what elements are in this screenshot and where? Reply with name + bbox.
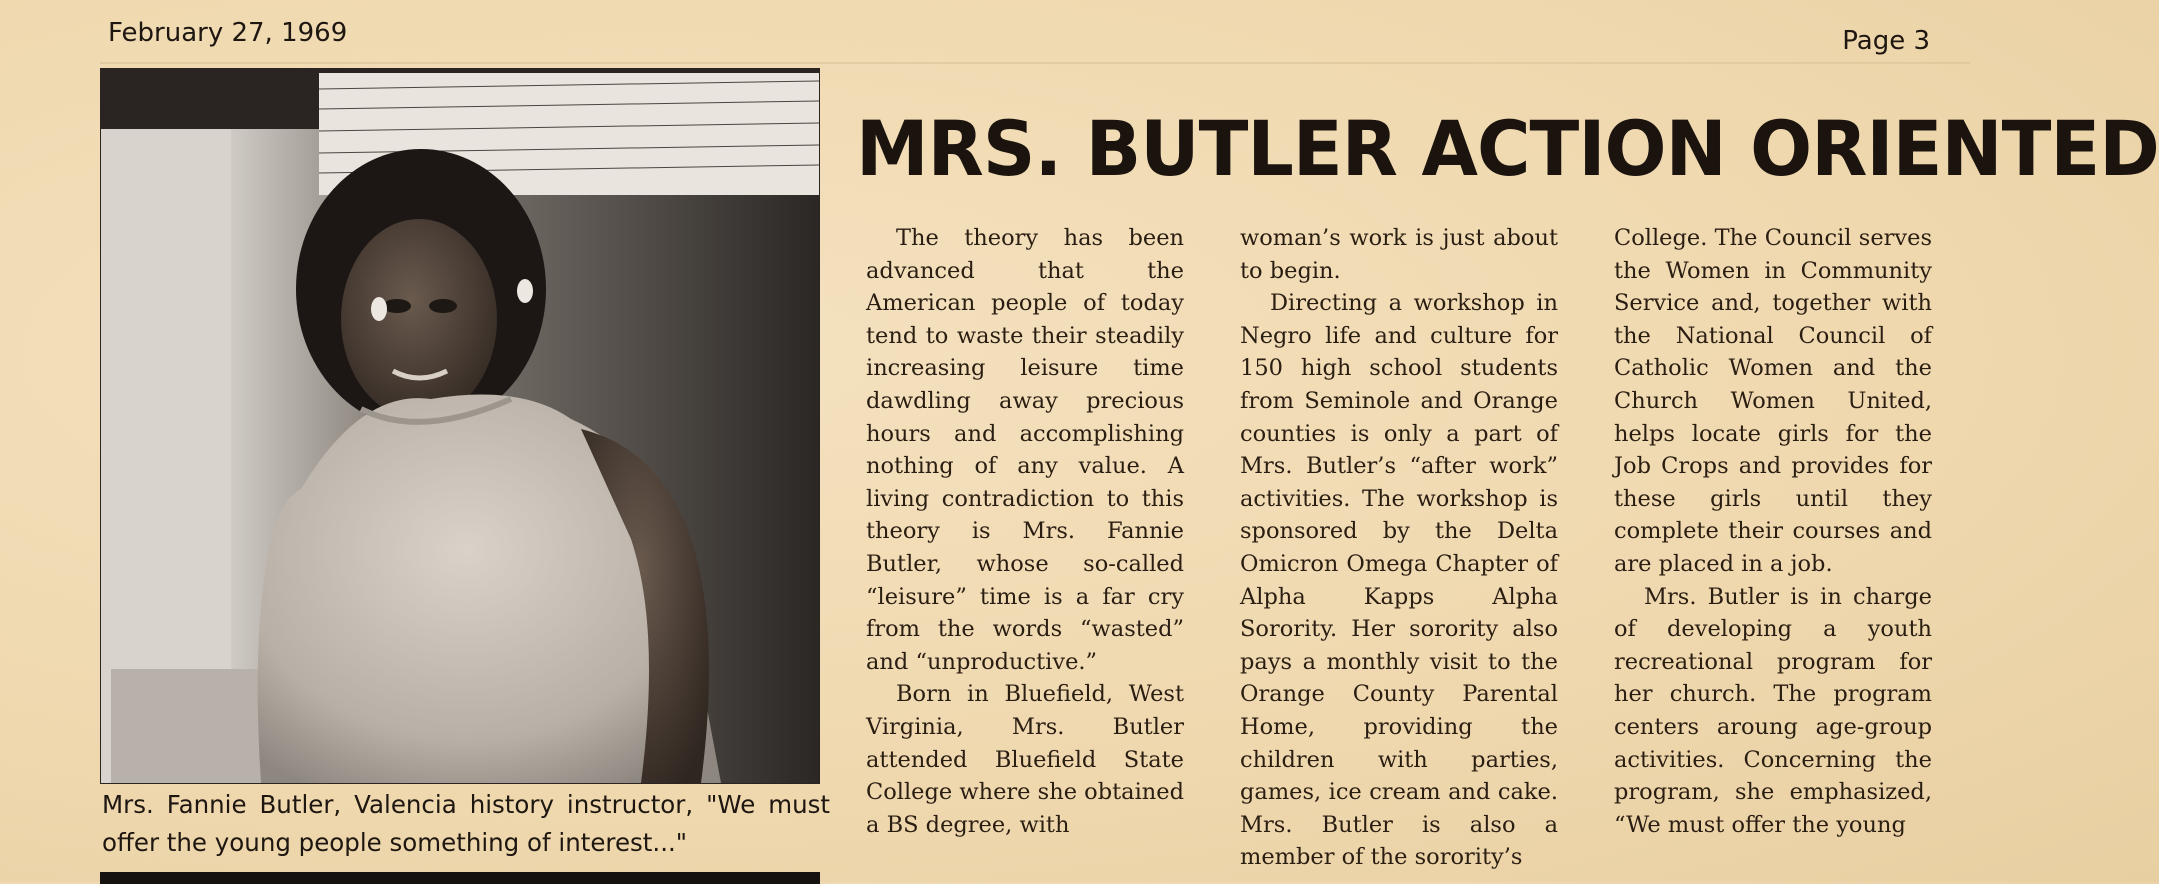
column-1-paragraph-2: Born in Bluefield, West Virginia, Mrs. Butler attended Bluefield State College where she obtained a BS degree, with [866, 681, 1184, 838]
column-2-paragraph-2: Directing a workshop in Negro life and culture for 150 high school students from Seminole and Orange counties is only a part of Mrs. Butler’s “after work” activities. The workshop is sponsored by the Delta Omicron Omega Chapter of Alpha Kapps Alpha Sorority. Her sorority also pays a monthly visit to the Orange County Parental Home, providing the children with parties, games, ice cream and cake. Mrs. Butler is also a member of the sorority’s [1240, 290, 1558, 871]
photo-mrs-butler [100, 68, 820, 784]
column-3-paragraph-2: Mrs. Butler is in charge of developing a youth recreational program for her church. The program centers aroung age-group activities. Concerning the program, she emphasized, “We must offer the young [1614, 583, 1932, 838]
article-column-2 [1240, 222, 1558, 874]
article-column-3 [1614, 222, 1932, 841]
next-photo-edge [100, 872, 820, 884]
column-1-paragraph-1: The theory has been advanced that the American people of today tend to waste their steadily increasing leisure time dawdling away precious hours and accomplishing nothing of any value. A living contradiction to this theory is Mrs. Fannie Butler, whose so-called “leisure” time is a far cry from the words “wasted” and “unproductive.” [866, 225, 1184, 675]
column-2-paragraph-1: woman’s work is just about to begin. [1240, 225, 1558, 284]
header-divider [100, 62, 1970, 64]
photo-caption: Mrs. Fannie Butler, Valencia history instructor, "We must offer the young people something of interest..." [102, 790, 830, 857]
page-number: Page 3 [1842, 26, 1930, 56]
issue-date: February 27, 1969 [108, 18, 348, 48]
column-3-paragraph-1: College. The Council serves the Women in Community Service and, together with the National Council of Catholic Women and the Church Women United, helps locate girls for the Job Crops and provides for these girls until they complete their courses and are placed in a job. [1614, 225, 1932, 577]
article-column-1 [866, 222, 1184, 841]
article-headline: MRS. BUTLER ACTION ORIENTED [856, 104, 2159, 193]
